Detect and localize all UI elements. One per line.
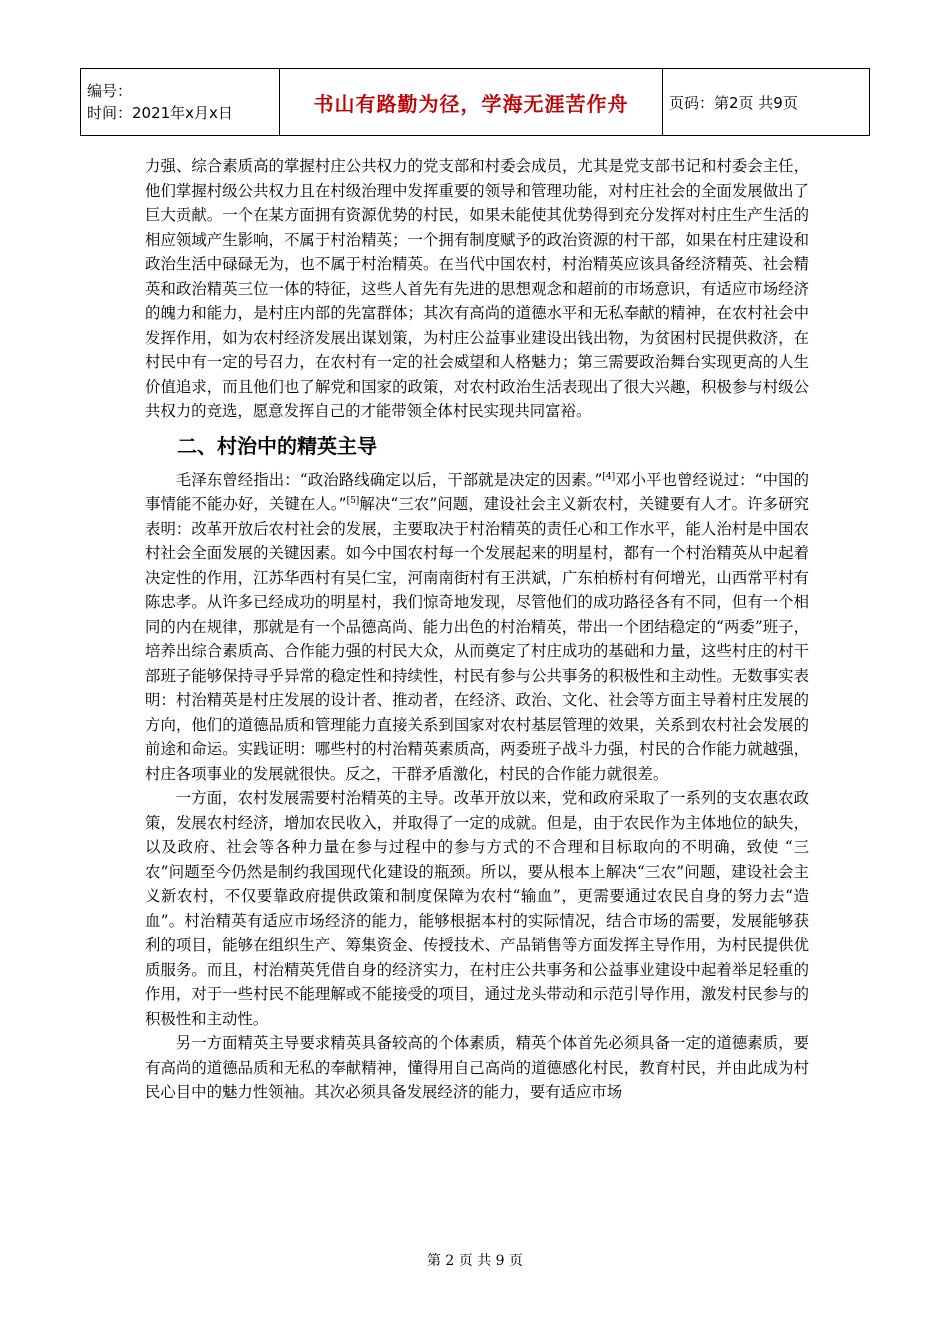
header-page-label: 页码：第2页 共9页 — [663, 69, 870, 136]
paragraph-2-part-a: 毛泽东曾经指出：“政治路线确定以后，干部就是决定的因素。” — [175, 470, 603, 489]
paragraph-2-part-b: 邓小平也曾经说过：“中国的事情能不能办好，关键在人。” — [145, 470, 809, 513]
citation-ref-4: [4] — [602, 471, 616, 482]
paragraph-1: 力强、综合素质高的掌握村庄公共权力的党支部和村委会成员，尤其是党支部书记和村委会主任，他们掌握村级公共权力且在村级治理中发挥重要的领导和管理功能，对村庄社会的全面发展做出了巨大贡献。一个在某方面拥有资源优势的村民，如果未能使其优势得到充分发挥对村庄生产生活的相应领域产生影响，不属于村治精英；一个拥有制度赋予的政治资源的村干部，如果在村庄建设和政治生活中碌碌无为，也不属于村治精英。在当代中国农村，村治精英应该具备经济精英、社会精英和政治精英三位一体的特征，这些人首先有先进的思想观念和超前的市场意识，有适应市场经济的魄力和能力，是村庄内部的先富群体；其次有高尚的道德水平和无私奉献的精神，在农村社会中发挥作用，如为农村经济发展出谋划策，为村庄公益事业建设出钱出物，为贫困村民提供救济，在村民中有一定的号召力，在农村有一定的社会威望和人格魅力；第三需要政治舞台实现更高的人生价值追求，而且他们也了解党和国家的政策，对农村政治生活表现出了很大兴趣，积极参与村级公共权力的竞选，愿意发挥自己的才能带领全体村民实现共同富裕。 — [145, 157, 809, 420]
document-time-label: 时间：2021年x月x日 — [87, 104, 233, 122]
paragraph-2-part-c: 解决“三农”问题，建设社会主义新农村，关键要有人才。许多研究表明：改革开放后农村社会的发展，主要取决于村治精英的责任心和工作水平，能人治村是中国农村社会全面发展的关键因素。如今中国农村每一个发展起来的明星村，都有一个村治精英从中起着决定性的作用，江苏华西村有吴仁宝，河南南街村有王洪斌，广东柏桥村有何增光，山西常平村有陈忠孝。从许多已经成功的明星村，我们惊奇地发现，尽管他们的成功路径各有不同，但有一个相同的内在规律，那就是有一个品德高尚、能力出色的村治精英，带出一个团结稳定的“两委”班子，培养出综合素质高、合作能力强的村民大众，从而奠定了村庄成功的基础和力量，这些村庄的村干部班子能够保持寻乎异常的稳定性和持续性，村民有参与公共事务的积极性和主动性。无数事实表明：村治精英是村庄发展的设计者、推动者，在经济、政治、文化、社会等方面主导着村庄发展的方向，他们的道德品质和管理能力直接关系到国家对农村基层管理的效果，关系到农村社会发展的前途和命运。实践证明：哪些村的村治精英素质高，两委班子战斗力强，村民的合作能力就越强，村庄各项事业的发展就很快。反之，干群矛盾激化，村民的合作能力就很差。 — [145, 495, 809, 783]
paragraph-2 — [145, 468, 809, 787]
document-number-label: 编号： — [87, 82, 133, 100]
paragraph-4: 另一方面精英主导要求精英具备较高的个体素质，精英个体首先必须具备一定的道德素质，要有高尚的道德品质和无私的奉献精神，懂得用自己高尚的道德感化村民，教育村民，并由此成为村民心目中的魅力性领袖。其次必须具备发展经济的能力，要有适应市场 — [145, 1034, 809, 1101]
header-table — [80, 68, 870, 136]
page-footer: 第 2 页 共 9 页 — [426, 1253, 524, 1269]
section-title: 二、村治中的精英主导 — [177, 433, 377, 458]
header-meta-cell — [81, 69, 280, 136]
header-motto: 书山有路勤为径，学海无涯苦作舟 — [280, 69, 663, 136]
citation-ref-5: [5] — [346, 495, 360, 506]
paragraph-3: 一方面，农村发展需要村治精英的主导。改革开放以来，党和政府采取了一系列的支农惠农政策，发展农村经济，增加农民收入，并取得了一定的成就。但是，由于农民作为主体地位的缺失，以及政府、社会等各种力量在参与过程中的参与方式的不合理和目标取向的不明确，致使 “三农”问题至今仍然是制约我国现代化建设的瓶颈。所以，要从根本上解决“三农”问题，建设社会主义新农村，不仅要靠政府提供政策和制度保障为农村“输血”，更需要通过农民自身的努力去“造血”。村治精英有适应市场经济的能力，能够根据本村的实际情况，结合市场的需要，发展能够获利的项目，能够在组织生产、筹集资金、传授技术、产品销售等方面发挥主导作用，为村民提供优质服务。而且，村治精英凭借自身的经济实力，在村庄公共事务和公益事业建设中起着举足轻重的作用，对于一些村民不能理解或不能接受的项目，通过龙头带动和示范引导作用，激发村民参与的积极性和主动性。 — [145, 789, 809, 1028]
document-body — [145, 154, 809, 1105]
